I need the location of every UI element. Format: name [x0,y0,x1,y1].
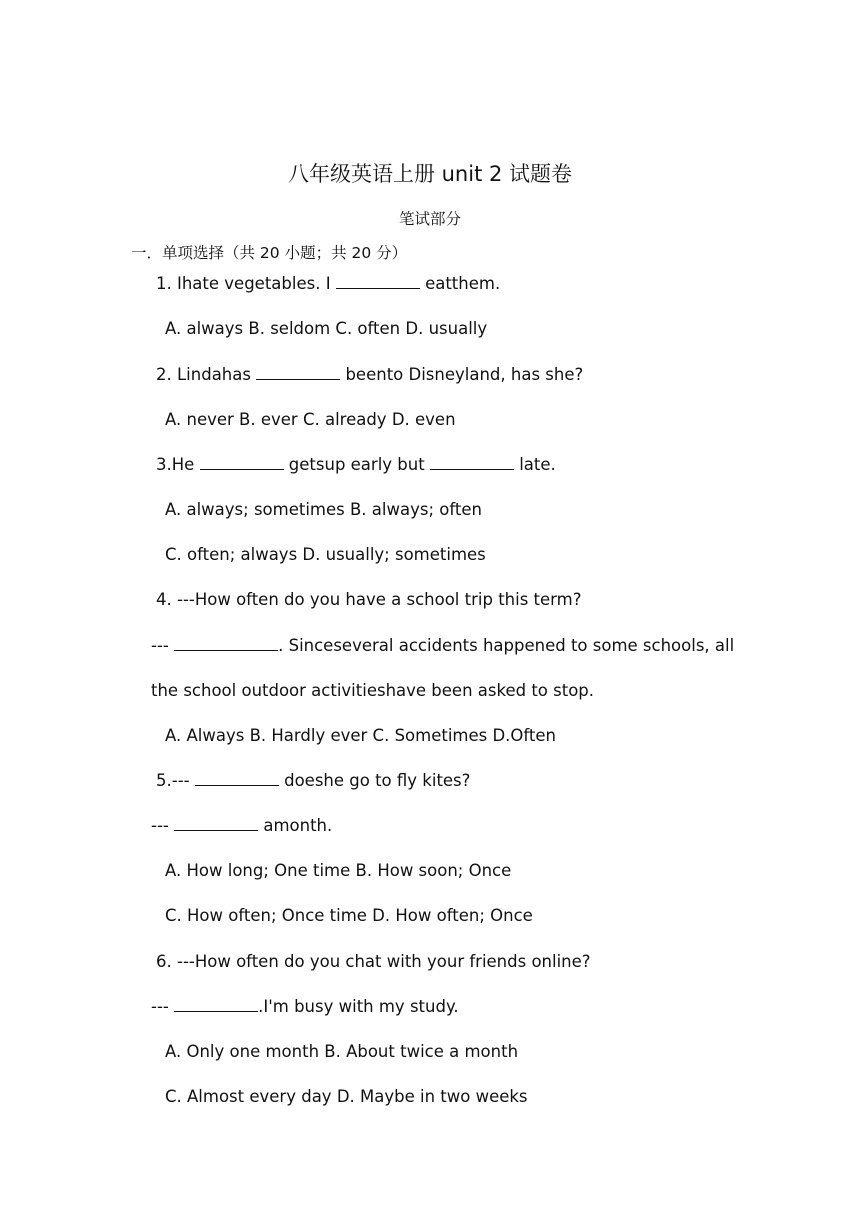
question-text: getsup early but [283,455,430,474]
answer-blank [174,636,278,651]
question-4-continued: the school outdoor activitieshave been asked to stop. [151,681,595,700]
answer-blank [174,816,258,831]
answer-blank [256,365,340,380]
question-text: amonth. [258,816,333,835]
answer-blank [200,455,284,470]
options-4: A. Always B. Hardly ever C. Sometimes D.Often [165,726,557,745]
question-text: --- [151,997,175,1016]
question-text: beento Disneyland, has she? [340,365,584,384]
question-text: .I'm busy with my study. [258,997,459,1016]
options-2: A. never B. ever C. already D. even [165,410,456,429]
question-5-response [151,816,332,835]
question-text: . Sinceseveral accidents happened to some schools, all [278,636,735,655]
answer-blank [195,771,279,786]
options-6a: A. Only one month B. About twice a month [165,1042,519,1061]
options-3b: C. often; always D. usually; sometimes [165,545,486,564]
question-4-response [151,636,734,655]
options-5a: A. How long; One time B. How soon; Once [165,861,512,880]
question-text: eatthem. [419,274,501,293]
answer-blank [336,274,420,289]
question-text: 1. Ihate vegetables. I [156,274,336,293]
section-heading: 一．单项选择（共 20 小题；共 20 分） [131,244,408,262]
question-1 [156,274,500,293]
question-2 [156,365,583,384]
answer-blank [430,455,514,470]
page-title: 八年级英语上册 unit 2 试题卷 [287,162,573,186]
question-6-response [151,997,459,1016]
question-text: late. [513,455,556,474]
options-1: A. always B. seldom C. often D. usually [165,319,488,338]
question-text: --- [151,816,175,835]
question-text: 5.--- [156,771,195,790]
question-3 [156,455,556,474]
question-text: --- [151,636,175,655]
question-5 [156,771,470,790]
options-6b: C. Almost every day D. Maybe in two weeks [165,1087,528,1106]
question-6: 6. ---How often do you chat with your friends online? [156,952,591,971]
options-3a: A. always; sometimes B. always; often [165,500,482,519]
options-5b: C. How often; Once time D. How often; Once [165,906,533,925]
question-text: 3.He [156,455,200,474]
section-subtitle: 笔试部分 [398,210,461,228]
question-text: doeshe go to fly kites? [278,771,471,790]
question-4: 4. ---How often do you have a school trip this term? [156,590,582,609]
answer-blank [174,997,258,1012]
question-text: 2. Lindahas [156,365,257,384]
